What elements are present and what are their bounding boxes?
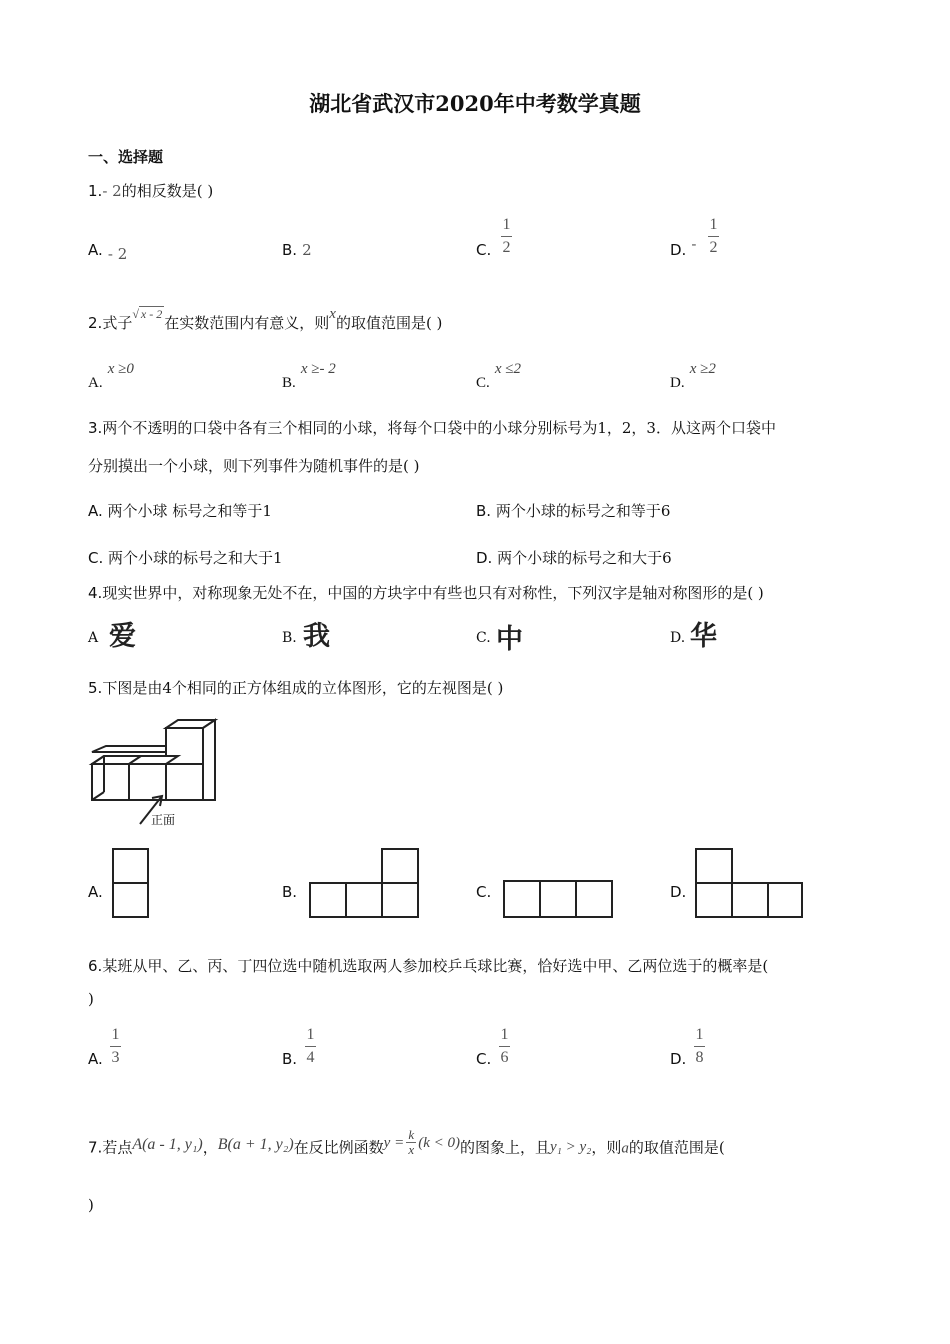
q7-func-fraction: $\frac{k}{x}$ [406,1128,416,1157]
question-2: 2.式子$^{√ x - 2}$ 在实数范围内有意义，则x的取值范围是( ) [88,306,443,332]
q1-neg-two: - 2 [102,182,122,200]
q1-option-d-sign: - [691,235,697,253]
q1-option-c[interactable]: C. [476,241,492,259]
question-6-line-2: ) [88,990,94,1008]
q7-var: a [621,1140,629,1157]
q2-option-c-value: x ≤2 [494,361,521,377]
q6-option-b[interactable]: B. [282,1050,298,1068]
question-6-line-1: 6.某班从甲、乙、丙、丁四位选中随机选取两人参加校乒乓球比赛，恰好选中甲、乙两位选于的概率是( [88,957,769,975]
q7-func-lhs: y = [383,1134,405,1151]
q2-var: x [329,306,336,322]
q5-option-b-figure [308,847,422,921]
question-7: 7.若点A(a - 1, y₁)，B(a + 1, y₂)在反比例函数y = $\frac{k}{x}$ (k < 0)的图象上，且y₁ > y₂，则a的取值范围是( [88,1127,725,1157]
q5-option-c-figure [502,879,616,921]
q7-inequality: y₁ > y₂ [550,1138,592,1155]
q2-number: 2. [88,314,103,332]
question-3-line-2: 分别摸出一个小球，则下列事件为随机事件的是( ) [88,457,420,475]
q4-option-a[interactable]: A [88,630,99,646]
q2-sqrt: √ x - 2 [132,307,163,321]
q7-point-b: B(a + 1, y₂) [217,1135,294,1153]
question-3-line-1: 3.两个不透明的口袋中各有三个相同的小球，将每个口袋中的小球分别标号为1，2，3．从这两个口袋中 [88,419,776,437]
question-1 [88,180,213,201]
q4-option-c[interactable]: C. [476,630,491,646]
page-title: 湖北省武汉市2020年中考数学真题 [309,91,641,116]
q6-number: 6. [88,957,103,975]
q2-option-a-value: x ≥0 [107,361,134,377]
section-heading: 一、选择题 [88,148,164,166]
q5-option-b[interactable]: B. [282,883,298,901]
q5-option-a[interactable]: A. [88,883,103,901]
q2-option-c[interactable]: C. x ≤2 [476,361,521,391]
q6-option-a[interactable]: A. [88,1050,103,1068]
q6-option-b-fraction: 1 4 [306,1026,315,1066]
q4-option-b[interactable]: B. [282,630,297,646]
q1-option-d[interactable]: D. - [670,235,697,259]
q4-option-c-char: 中 [496,624,523,655]
question-7-line-2: ) [88,1196,94,1214]
q4-number: 4. [88,584,103,602]
q2-option-b-value: x ≥- 2 [300,361,336,377]
q5-option-a-figure [111,847,151,921]
q1-option-c-fraction: 1 2 [502,216,511,256]
q3-option-b[interactable]: B. 两个小球的标号之和等于6 [476,502,671,520]
q1-option-b[interactable]: B. 2 [282,241,312,259]
q6-option-a-fraction: 1 3 [111,1026,120,1066]
q4-option-d[interactable]: D. [670,630,686,646]
q5-option-d-figure [694,847,808,921]
q1-option-d-fraction: 1 2 [709,216,718,256]
q1-option-a-value: - 2 [107,245,128,263]
q3-option-a[interactable]: A. 两个小球 标号之和等于1 [88,502,272,520]
q2-option-a[interactable]: A. x ≥0 [88,361,134,391]
q5-option-d[interactable]: D. [670,883,687,901]
q7-number: 7. [88,1138,103,1157]
question-5: 5.下图是由4个相同的正方体组成的立体图形，它的左视图是( ) [88,679,504,697]
q6-option-d[interactable]: D. [670,1050,687,1068]
q2-option-b[interactable]: B. x ≥- 2 [282,361,336,391]
q6-option-c[interactable]: C. [476,1050,492,1068]
q5-number: 5. [88,679,103,697]
q3-option-d[interactable]: D. 两个小球的标号之和大于6 [476,549,672,567]
q6-option-d-fraction: 1 8 [695,1026,704,1066]
q6-option-c-fraction: 1 6 [500,1026,509,1066]
q5-front-label: 正面 [151,813,176,827]
q1-text: 的相反数是( ) [121,182,214,200]
q1-option-a[interactable]: A. - 2 [88,241,128,263]
q7-point-a: A(a - 1, y₁) [132,1135,203,1153]
q5-option-c[interactable]: C. [476,883,492,901]
q2-option-d-value: x ≥2 [689,361,716,377]
q4-option-b-char: 我 [303,621,330,652]
q2-option-d[interactable]: D. x ≥2 [670,361,716,391]
q1-number: 1. [88,182,103,200]
q4-option-d-char: 华 [690,621,717,652]
q3-option-c[interactable]: C. 两个小球的标号之和大于1 [88,549,283,567]
q3-number: 3. [88,419,103,437]
question-4: 4.现实世界中，对称现象无处不在，中国的方块字中有些也只有对称性，下列汉字是轴对称图形的是( ) [88,584,764,602]
q7-func-condition: (k < 0) [418,1134,460,1151]
q1-option-b-value: 2 [302,241,312,259]
q4-option-a-char: 爱 [109,621,136,652]
